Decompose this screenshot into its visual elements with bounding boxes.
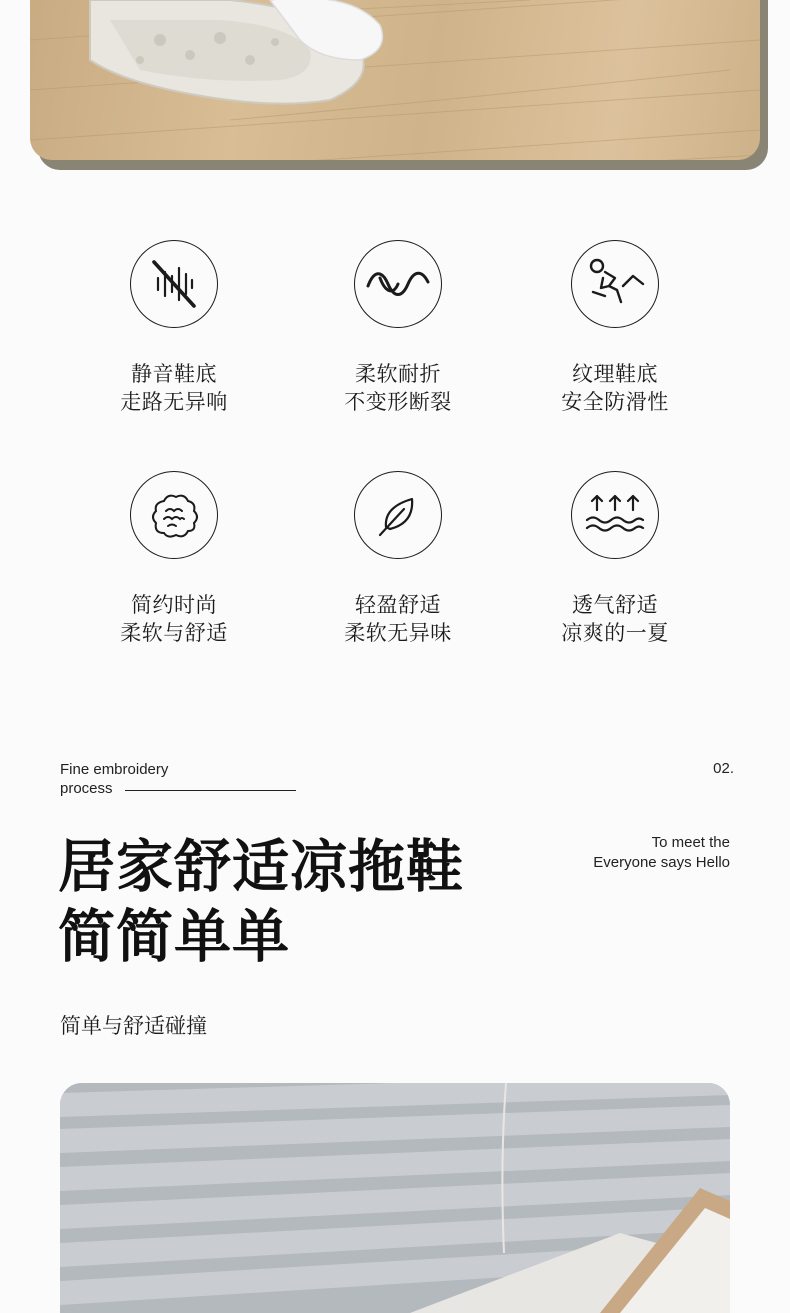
- mute-sound-icon: [130, 240, 218, 328]
- wave-flex-icon: [354, 240, 442, 328]
- feature-simple-fashion: [74, 471, 274, 647]
- feature-subtitle: 走路无异响: [120, 390, 228, 414]
- window-blinds-photo: [60, 1083, 730, 1313]
- feature-title: 轻盈舒适: [355, 593, 441, 617]
- feather-leaf-icon: [354, 471, 442, 559]
- feature-subtitle: 柔软无异味: [344, 621, 452, 645]
- cloud-soft-icon: [130, 471, 218, 559]
- feature-title: 静音鞋底: [131, 362, 217, 386]
- eyebrow-line-1: Fine embroidery: [60, 761, 169, 778]
- feature-subtitle: 凉爽的一夏: [561, 621, 669, 645]
- feature-subtitle: 柔软与舒适: [120, 621, 228, 645]
- feature-title: 简约时尚: [131, 593, 217, 617]
- tagline-line-2: Everyone says Hello: [593, 854, 730, 871]
- feature-silent-sole: [74, 240, 274, 416]
- feature-subtitle: 安全防滑性: [561, 390, 669, 414]
- breathable-arrows-icon: [571, 471, 659, 559]
- section-number: 02.: [713, 760, 734, 777]
- feature-textured-sole: [515, 240, 715, 416]
- feature-subtitle: 不变形断裂: [344, 390, 452, 414]
- section-subhead: 简单与舒适碰撞: [60, 1014, 207, 1038]
- feature-soft-durable: [298, 240, 498, 416]
- headline-line-1: 居家舒适凉拖鞋: [58, 834, 464, 900]
- eyebrow-line-2: process: [60, 780, 113, 797]
- feature-title: 柔软耐折: [355, 362, 441, 386]
- eyebrow-divider: [125, 790, 296, 791]
- section-tagline: [593, 833, 730, 873]
- tagline-line-1: To meet the: [651, 834, 730, 851]
- feature-title: 透气舒适: [572, 593, 658, 617]
- feature-title: 纹理鞋底: [572, 362, 658, 386]
- feature-breathable: [515, 471, 715, 647]
- section-eyebrow: [60, 760, 168, 798]
- slipper-product-photo: [30, 0, 760, 160]
- slip-person-icon: [571, 240, 659, 328]
- feature-light-comfort: [298, 471, 498, 647]
- headline-line-2: 简简单单: [58, 904, 290, 970]
- page-headline: [58, 832, 464, 972]
